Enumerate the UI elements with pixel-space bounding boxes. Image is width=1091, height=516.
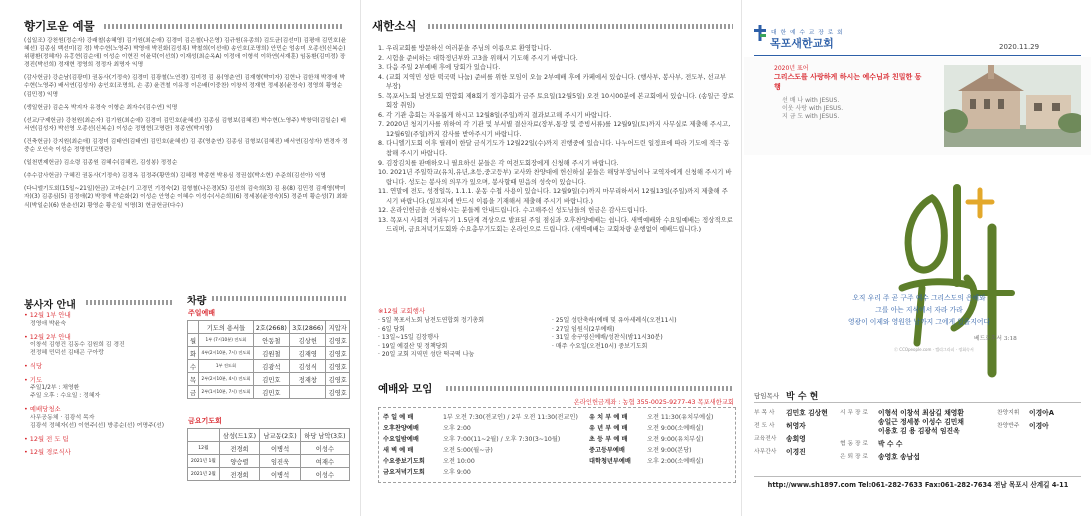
- table-cell: 김재영: [290, 347, 326, 360]
- vehicle-row: [188, 468, 350, 481]
- denomination: 대 한 예 수 교 장 로 회: [771, 30, 844, 36]
- vehicle-row: [188, 334, 350, 347]
- table-cell: 김영호: [326, 347, 350, 360]
- staff-role: 부 목 사: [754, 410, 775, 416]
- staff-role: 찬양반주: [997, 423, 1020, 429]
- staff-role: 협 동 장 로: [840, 441, 868, 447]
- volunteer-heading: • 12월 1부 안내: [24, 311, 71, 319]
- staff-rule: [754, 402, 1081, 403]
- motto-banner: [744, 57, 1091, 155]
- offering-paragraph: (감사헌금) 강순남(김광미) 권동사(기정숙) 김경미 김광철(노연경) 김미정 김 용(영춘연) 김재형(박미자) 김현나 김한채 박경애 박수현(노영주) 배서연(김성자) 송인호(조명희, 손 종) 윤견철 이유정 이은배(이중찬) 이창석 정재현 정세봉(윤정숙) 정영희 황영순(김민정) 익명: [24, 75, 346, 98]
- table-header-cell: 2호(2668): [253, 321, 289, 334]
- offerings-list: [24, 37, 349, 215]
- worship-time-row: [383, 412, 588, 423]
- staff-row: [997, 409, 1087, 418]
- service-name: 금요저녁기도회: [383, 469, 425, 476]
- volunteer-heading: • 기도: [24, 375, 43, 384]
- staff-names: 박 수 수: [878, 440, 903, 448]
- panel-offerings: [0, 0, 355, 516]
- worship-time-row: [383, 434, 588, 445]
- table-cell: 김영호: [326, 334, 350, 347]
- offering-paragraph: (십일조) 강천원(정순자) 강래철(송혜영) 김기원(최순애) 김경미 김은철(나은영) 김규원(유종희) 김도균(김선미) 김평애 김민호(윤혜선) 김종심 백선미(김 정) 박수현(노영주) 박영애 박진화(김성록) 박철희(이선애) 송인호(조명희) 안민순 엄송미 오종선(신복순) 위평환(정혜자) 유홍현(김순애) 이성순 이현진 이윤덕(이선희) 이재성(최순옥A) 이정애 이형석 이하연(서재훈) 임동환(김미정) 장경진(박선희) 정재현 정영희 정정자 최명자 익명: [24, 38, 347, 69]
- news-item: 1. 우리교회를 방문하신 여러분을 주님의 이름으로 환영합니다.: [378, 45, 552, 52]
- staff-role: 교육전사: [754, 436, 777, 442]
- header-rule: [754, 55, 1081, 56]
- worship-time-row: [589, 434, 734, 445]
- table-header-cell: 하당 남악(3호): [300, 429, 349, 442]
- worship-title: 예배와 모임: [378, 383, 433, 395]
- news-item: 5. 목포서노회 남전도회 연합회 제8회기 정기총회가 금주 토요일(12월5일) 오전 10시00분에 본교회에서 있습니다. (송일근 장로 회장 취임): [378, 92, 734, 110]
- table-cell: 월: [188, 334, 199, 347]
- worship-time-row: [589, 456, 734, 467]
- prayer-vehicle-table: [187, 428, 350, 481]
- service-name: 중고등부예배: [589, 447, 625, 454]
- vehicle-row: [188, 386, 350, 399]
- table-cell: 2021년 1월: [188, 455, 220, 468]
- schedule-item: · 13일~15일 김장행사: [378, 334, 439, 342]
- panel-cover: [744, 0, 1091, 516]
- worship-box: [378, 407, 736, 483]
- worship-time-row: [383, 456, 588, 467]
- table-cell: 4부(2시10분, 7시) 전도회: [199, 347, 253, 360]
- table-cell: 이성수: [300, 442, 349, 455]
- title-divider: [212, 296, 348, 301]
- table-cell: [290, 386, 326, 399]
- title-divider: [86, 300, 174, 305]
- panel-news: [364, 0, 739, 516]
- service-name: 초 등 부 예 배: [589, 436, 628, 443]
- vehicle-row: [188, 373, 350, 386]
- table-cell: 김영호: [326, 386, 350, 399]
- staff-names: 이경아A: [1029, 409, 1054, 417]
- vehicles-title: 차량: [187, 296, 207, 307]
- news-list: [378, 44, 734, 235]
- service-name: 오후찬양예배: [383, 425, 419, 432]
- online-account: 온라인헌금계좌 : 농협 355-0025-9277-43 목포새한교회: [573, 399, 734, 406]
- staff-row: [997, 422, 1087, 431]
- pastor-name: 박 수 현: [786, 392, 819, 402]
- church-contact-footer: http://www.sh1897.com Tel:061-282-7633 Fax:061-282-7634 전남 목포시 산계길 4-11: [767, 481, 1069, 489]
- service-name: 수요중보기도회: [383, 458, 425, 465]
- staff-names: 이경아: [1029, 422, 1049, 430]
- offering-paragraph: (생일헌금) 김순옥 박지자 유경숙 이형순 최자수(김수연) 익명: [24, 104, 178, 111]
- staff-names: 송회영: [786, 435, 806, 443]
- title-divider: [446, 386, 734, 391]
- staff-names: 허영자: [786, 422, 806, 430]
- schedule-item: · 31일 송구영신예배/성찬식(밤11시30분): [552, 334, 663, 342]
- worship-time-row: [589, 423, 734, 434]
- vehicle-row: [188, 442, 350, 455]
- church-cross-logo: [754, 25, 766, 41]
- table-cell: 정재창: [290, 373, 326, 386]
- worship-time-row: [383, 467, 588, 478]
- image-credit: Ⓒ CCOpeople.com · 캘리그라피 · 정회숙서: [894, 347, 974, 352]
- schedule-item: · 20일 교회 지역민 성탄 떡국떡 나눔: [378, 351, 475, 359]
- table-header-cell: 3호(2866): [290, 321, 326, 334]
- offering-paragraph: (일천번제헌금) 김소령 김종원 김혜수(김혜진, 김성봉) 정정순: [24, 160, 178, 167]
- staff-names: 이형석 이창석 최삼길 채영환 송일근 정세봉 이성수 김민채 이용호 김 용 김광석 임진옥: [878, 409, 964, 435]
- table-cell: 수: [188, 360, 199, 373]
- staff-role: 은 퇴 장 로: [840, 454, 868, 460]
- service-time: 오후 9:00: [443, 469, 471, 476]
- verse-line: 영광이 이제와 영원한 날까지 그에게 있을지어다: [847, 318, 991, 326]
- motto-title: 그리스도를 사랑하게 하시는 예수님과 친밀한 동행: [774, 73, 922, 91]
- offering-paragraph: (다니엘기도회(15일~21일)헌금) 고마순(기 고경민 기정숙(2) 김형철(나은경)(5) 김선희 김숙희(3) 김 용(8) 김민정 김재영(박미자)(3) 김종심(5) 김정애(2) 박정애 박순화(2) 이성순 안영순 이혜수 이성수(서순희)(6) 정세봉(윤정숙)(5) 정준미 황순성(7) 최화식(박일순)(6) 한춘선(2) 황영순 황은일 익명(3) 현금헌금(다수): [24, 186, 348, 209]
- motto-line: 선 배 나 with JESUS.: [782, 97, 840, 104]
- table-cell: 임진욱: [260, 455, 301, 468]
- table-cell: 김영호: [326, 360, 350, 373]
- service-time: 오전 5:00(월~금): [443, 447, 493, 454]
- fragrant-title: 향기로운 예물: [24, 19, 95, 33]
- service-name: 대학청년부예배: [589, 458, 631, 465]
- motto-year-label: 2020년 표어: [774, 65, 809, 72]
- page-fold: [360, 0, 361, 516]
- staff-names: 이경진: [786, 448, 806, 456]
- bulletin-date: 2020.11.29: [999, 43, 1040, 51]
- music-staff-list: [997, 409, 1087, 435]
- staff-names: 송영호 송남섭: [878, 453, 920, 461]
- worship-time-row: [589, 412, 734, 423]
- volunteer-detail: 주일1/2부 : 채영환 주일 오후 : 수요일 : 정혜자: [30, 385, 101, 399]
- prayer-vehicle-title: 금요기도회: [188, 417, 222, 425]
- worship-time-row: [383, 423, 588, 434]
- volunteer-heading: • 12월 전 도 팀: [24, 434, 69, 443]
- service-time: 오전 10:00: [443, 458, 475, 465]
- staff-role: 시 무 장 로: [840, 410, 868, 416]
- news-item: 3. 다음 주일 2부예배 후에 당회가 있습니다.: [378, 64, 501, 72]
- news-item: 6. 각 기관 총회는 자유롭게 하시고 12월8일(주일)까지 결과보고해 주시기 바랍니다.: [378, 111, 612, 119]
- elder-list: [840, 409, 990, 466]
- news-item: 8. 다니엘기도회 이후 릴레이 한달 금식기도가 12월22일(수)까지 진행중에 있습니다. 나누어드린 일정표에 따라 기도에 적극 동참해 주시기 바랍니다.: [378, 140, 730, 158]
- service-name: 유 년 부 예 배: [589, 425, 628, 432]
- schedule-right: [552, 317, 737, 351]
- table-cell: 2부(1시10분, 7시) 전도회: [199, 386, 253, 399]
- table-cell: 1부 전도회: [199, 360, 253, 373]
- table-cell: 12월: [188, 442, 220, 455]
- table-cell: 2부(2시10분, 4시) 전도회: [199, 373, 253, 386]
- table-cell: 양승렬: [219, 455, 260, 468]
- footer-rule: [754, 476, 1081, 477]
- news-item: 13. 목포시 사회적 거리두기 1.5단계 격상으로 발표된 주일 점심과 오후찬양예배는 쉽니다. 새벽예배와 수요일예배는 정상적으로 드리며, 금요저녁기도회와 수요총무기도회는 온라인으로 드립니다. (새벽예배는 교회차량 운행없이 예배드립니다.): [378, 216, 733, 234]
- table-cell: 이병석: [260, 442, 301, 455]
- table-cell: 김성식: [290, 360, 326, 373]
- motto-line: 지 금 도 with JESUS.: [782, 113, 840, 120]
- pastor-label: 담임목사: [754, 392, 780, 400]
- service-time: 1부 오전 7:30(전교인) / 2부 오전 11:30(전교인): [443, 414, 578, 421]
- table-cell: 김민호: [253, 386, 289, 399]
- table-cell: 김영호: [326, 373, 350, 386]
- schedule-item: · 매주 수요일(오전10시) 중보기도회: [552, 342, 648, 350]
- table-cell: 전경희: [219, 442, 260, 455]
- worship-times-right: [589, 412, 734, 467]
- staff-role: 사무간사: [754, 449, 777, 455]
- verse-line: 그를 아는 지식에서 자라 가라: [875, 306, 963, 314]
- title-divider: [104, 24, 344, 29]
- volunteer-heading: • 12월 2부 안내: [24, 332, 71, 341]
- service-name: 수요일밤예배: [383, 436, 419, 443]
- service-time: 오전 9:00(유치부실): [647, 436, 704, 443]
- table-cell: 김원철: [253, 347, 289, 360]
- worship-times-left: [383, 412, 588, 478]
- news-item: 11. 연말에 전도, 성경일독, 1.1.1. 운동 수첩 사용이 있습니다. 12월9일(수)까지 마무리하셔서 12월13일(주일)까지 제출해 주시기 바랍니다.(일프지에 반드시 이름을 기재해서 제출해 주시기 바랍니다.): [378, 188, 728, 205]
- news-title: 새한소식: [372, 19, 417, 33]
- service-time: 오후 2:00: [443, 425, 471, 432]
- table-header-row: [188, 321, 350, 334]
- scripture-verse: [754, 292, 1084, 328]
- service-name: 새 벽 예 배: [383, 447, 414, 454]
- news-item: 7. 2020년 청지기사를 위하여 각 기관 및 부서별 결산자료(장부,통장 및 증빙서류)를 12월9일(토)까지 사무실로 제출해 주시고, 12월6일(주일)까지 감사를 받아주시기 바랍니다.: [378, 121, 731, 138]
- table-cell: 2021년 2월: [188, 468, 220, 481]
- staff-row: [840, 453, 990, 462]
- schedule-item: · 5일 목포서노회 남전도연합회 정기총회: [378, 317, 485, 324]
- vehicle-row: [188, 347, 350, 360]
- schedule-title: ※12월 교회행사: [378, 307, 426, 315]
- schedule-item: · 27일 임원식(2부예배): [552, 325, 615, 333]
- volunteers-title: 봉사자 안내: [24, 300, 76, 311]
- table-cell: 금: [188, 386, 199, 399]
- offering-paragraph: (선교/구제헌금) 강천원(최순자) 김기원(최순애) 김경미 김민호(윤혜선) 김종심 김형보(김혜진) 박수현(노영주) 박창덕(김일순) 배서연(김성자) 박선영 오종선(신복순) 이성순 정명현(고명란) 정종연(박지영): [24, 117, 346, 132]
- table-header-cell: [188, 321, 199, 334]
- title-divider: [428, 24, 733, 29]
- page-fold: [741, 0, 742, 516]
- worship-time-row: [589, 445, 734, 456]
- staff-role: 전 도 사: [754, 423, 775, 429]
- staff-role: 찬양지휘: [997, 410, 1020, 416]
- vehicle-row: [188, 360, 350, 373]
- service-time: 오전 11:30(유치부예실): [647, 414, 714, 421]
- schedule-item: · 6일 당회: [378, 325, 405, 333]
- service-name: 주 일 예 배: [383, 414, 414, 421]
- staff-row: [840, 409, 990, 436]
- church-name: 목포새한교회: [770, 37, 834, 50]
- table-cell: 이성수: [300, 468, 349, 481]
- scripture-reference: 베드로후서 3:18: [974, 336, 1017, 342]
- schedule-left: [378, 317, 558, 360]
- volunteer-heading: • 식당: [24, 362, 43, 370]
- table-header-cell: 기도의 용서들: [199, 321, 253, 334]
- news-item: 12. 온라인헌금을 신청하시는 분들께 안내드립니다. 수고해주신 성도님들의 헌금은 감사드립니다.: [378, 207, 648, 215]
- schedule-item: · 25일 성탄축하(예배 및 유아세례식(오전11시): [552, 317, 677, 324]
- worship-time-row: [383, 445, 588, 456]
- staff-names: 김민호 김상현: [786, 409, 828, 417]
- table-cell: 김광석: [253, 360, 289, 373]
- news-item: 2. 시험을 준비하는 대학정년부와 고3을 위해서 기도해 주시기 바랍니다.: [378, 54, 578, 62]
- volunteer-heading: • 예배당청소: [24, 405, 61, 413]
- offering-paragraph: (추수감사헌금) 구혜진 권동사(기정숙) 김경옥 김정주(황만희) 김혜정 박종현 박용심 정권섭(박소현) 추준희(김선아) 익명: [24, 173, 326, 180]
- table-header-cell: 남교동(2호): [260, 429, 301, 442]
- volunteer-detail: 이창석 김형건 김동수 김원희 김 경진 전정혜 민덕선 김태곤 구아랑: [30, 342, 125, 356]
- news-item: 9. 김장김치를 판매하오니 필요하신 분들은 각 여전도회장에게 신청해 주시기 바랍니다.: [378, 159, 619, 167]
- schedule-item: · 19일 예결산 및 정책당회: [378, 342, 448, 350]
- motto-line: 이웃 사랑 with JESUS.: [782, 105, 844, 112]
- volunteer-detail: 정영애 박윤숙: [30, 320, 67, 327]
- table-cell: 화: [188, 347, 199, 360]
- church-building-photo: [944, 65, 1081, 147]
- staff-row: [840, 440, 990, 449]
- worship-vehicle-title: 주일예배: [188, 309, 216, 317]
- table-cell: 전경희: [219, 468, 260, 481]
- worship-vehicle-table: [187, 320, 350, 399]
- volunteer-detail: 사무공동체 · 김광석 목자 김광석 정혜자(선) 이현주(선) 방종순(선) 여명주(선): [30, 414, 164, 429]
- table-header-row: [188, 429, 350, 442]
- news-item: 10. 2021년 주일학교(유치,유년,초등,중고등부) 교사와 찬양대에 헌신하실 분들은 해당부장님이나 교역자에게 신청해 주시기 바랍니다. 성도는 봉사의 의무가 있으며, 봉사할때 믿음의 성숙이 있습니다.: [378, 169, 732, 186]
- table-cell: 김상헌: [290, 334, 326, 347]
- table-cell: 목: [188, 373, 199, 386]
- verse-line: 오직 우리 주 곧 구주 예수 그리스도의 은혜와: [852, 294, 986, 302]
- table-cell: 안동철: [253, 334, 289, 347]
- volunteer-heading: • 12월 경로식사: [24, 448, 71, 456]
- news-item: 4. (교회 지역민 성탄 떡국떡 나눔) 준비를 위한 모임이 오늘 2부예배 후에 카페에서 있습니다. (행사부, 봉사부, 전도부, 선교부 부장): [378, 73, 726, 91]
- motto-lines: [782, 97, 843, 121]
- offering-paragraph: (건축헌금) 강지원(최순애) 김경미 김태연(김태연) 김민호(윤혜선) 김 종(영춘연) 김종심 김형보(김혜진) 배서연(김성자) 변경자 정중순 오인숙 이성순 정명현(고명란): [24, 138, 348, 154]
- service-time: 오후 2:00(소예배실): [647, 458, 704, 465]
- volunteer-list: [24, 311, 179, 457]
- table-header-cell: 삼성(드1호): [219, 429, 260, 442]
- service-time: 오전 9:00(본당): [647, 447, 692, 454]
- vehicle-row: [188, 455, 350, 468]
- table-cell: 이병석: [260, 468, 301, 481]
- service-time: 오전 9:00(소예배실): [647, 425, 704, 432]
- table-cell: 여재수: [300, 455, 349, 468]
- table-cell: 김민호: [253, 373, 289, 386]
- service-name: 유 치 부 예 배: [589, 414, 628, 421]
- table-cell: 1부 (7시10분) 전도회: [199, 334, 253, 347]
- service-time: 오후 7:00(11~2월) / 오후 7:30(3~10월): [443, 436, 561, 443]
- table-header-cell: [188, 429, 220, 442]
- table-header-cell: 지압자: [326, 321, 350, 334]
